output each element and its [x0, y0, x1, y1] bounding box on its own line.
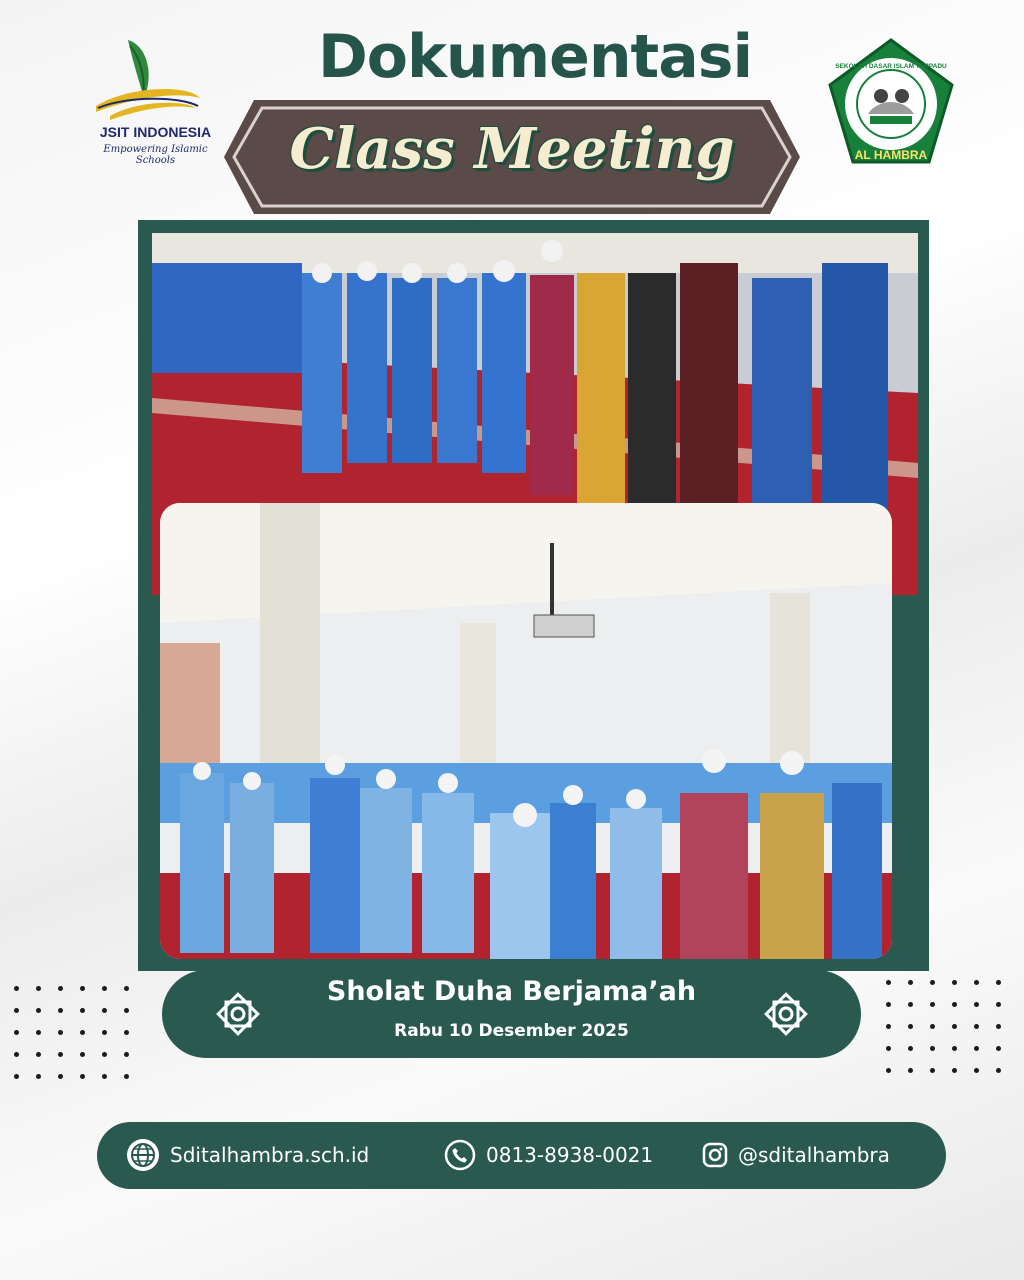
footer-phone[interactable] — [444, 1138, 653, 1172]
page-title: Dokumentasi — [317, 22, 753, 92]
footer-instagram[interactable] — [702, 1138, 890, 1172]
page-subtitle: Class Meeting — [289, 116, 735, 182]
al-hambra-logo-arc-text: SEKOLAH DASAR ISLAM TERPADU — [835, 63, 947, 70]
jsit-brand-name: JSIT INDONESIA — [99, 124, 212, 140]
caption-title: Sholat Duha Berjama’ah — [326, 976, 697, 1007]
footer-instagram-text: @sditalhambra — [738, 1143, 890, 1167]
dot-grid-left — [14, 986, 146, 1096]
jsit-tagline: Empowering Islamic Schools — [103, 144, 208, 166]
photo-bottom — [160, 503, 892, 959]
al-hambra-logo — [826, 38, 956, 168]
globe-icon — [126, 1138, 160, 1172]
quill-swoosh-icon — [88, 36, 223, 126]
caption-date: Rabu 10 Desember 2025 — [394, 1021, 629, 1041]
instagram-icon — [702, 1142, 728, 1168]
dot-grid-right — [886, 980, 1018, 1090]
footer-website-text: Sditalhambra.sch.id — [170, 1143, 370, 1167]
al-hambra-logo-name: AL HAMBRA — [854, 148, 928, 162]
jsit-logo — [88, 36, 223, 166]
footer-phone-text: 0813-8938-0021 — [486, 1143, 654, 1167]
footer-website[interactable] — [126, 1138, 369, 1172]
phone-icon — [444, 1139, 476, 1171]
